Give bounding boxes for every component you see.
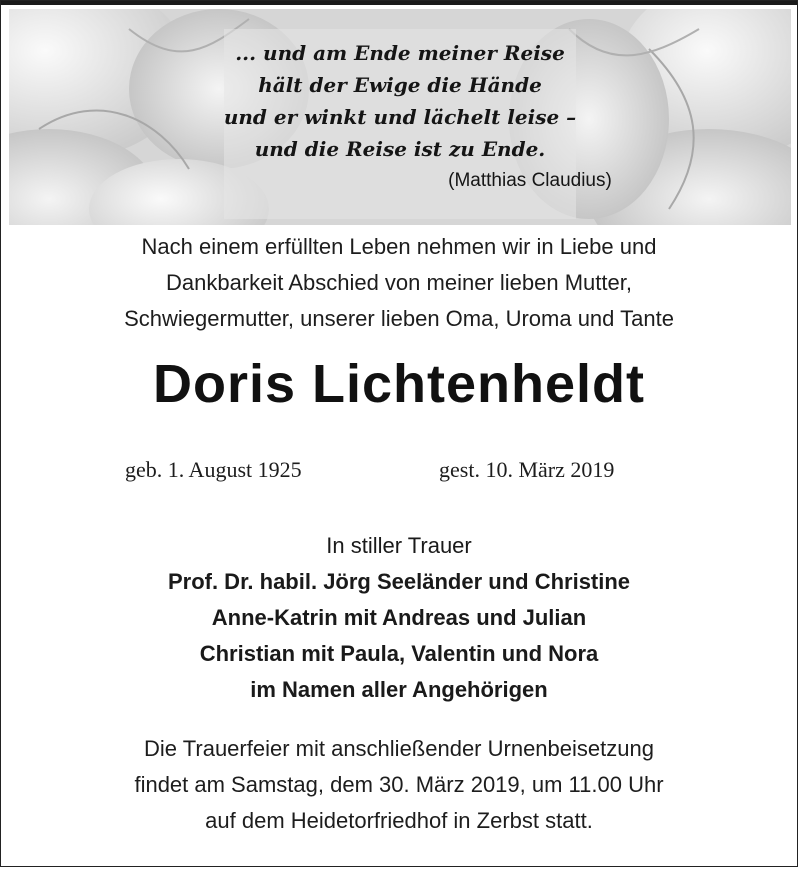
- poem-line: und die Reise ist zu Ende.: [254, 137, 546, 161]
- poem-author: (Matthias Claudius): [448, 170, 612, 191]
- intro-line: Dankbarkeit Abschied von meiner lieben Mutter,: [166, 270, 632, 295]
- top-border: [1, 1, 797, 5]
- mourners: [1, 528, 797, 708]
- service-line: findet am Samstag, dem 30. März 2019, um 11.00 Uhr: [134, 772, 664, 797]
- roses-photo: [9, 9, 791, 225]
- birth-date: geb. 1. August 1925: [125, 457, 302, 482]
- mourner-line: Anne-Katrin mit Andreas und Julian: [211, 605, 587, 630]
- mourner-line: Prof. Dr. habil. Jörg Seeländer und Christine: [167, 569, 631, 594]
- funeral-service-info: [1, 731, 797, 839]
- intro-line: Schwiegermutter, unserer lieben Oma, Uroma und Tante: [124, 306, 674, 331]
- poem-line: ... und am Ende meiner Reise: [235, 41, 565, 65]
- intro-text: [1, 229, 797, 337]
- intro-line: Nach einem erfüllten Leben nehmen wir in Liebe und: [141, 234, 657, 259]
- deceased-name: Doris Lichtenheldt: [152, 354, 646, 414]
- service-line: Die Trauerfeier mit anschließender Urnenbeisetzung: [144, 736, 654, 761]
- service-line: auf dem Heidetorfriedhof in Zerbst statt.: [205, 808, 593, 833]
- mourner-line: Christian mit Paula, Valentin und Nora: [199, 641, 599, 666]
- mourner-line: im Namen aller Angehörigen: [250, 677, 548, 702]
- mourners-lead: In stiller Trauer: [326, 533, 472, 558]
- poem: [9, 37, 791, 197]
- poem-line: und er winkt und lächelt leise –: [223, 105, 577, 129]
- poem-line: hält der Ewige die Hände: [258, 73, 542, 97]
- death-date: gest. 10. März 2019: [439, 457, 615, 482]
